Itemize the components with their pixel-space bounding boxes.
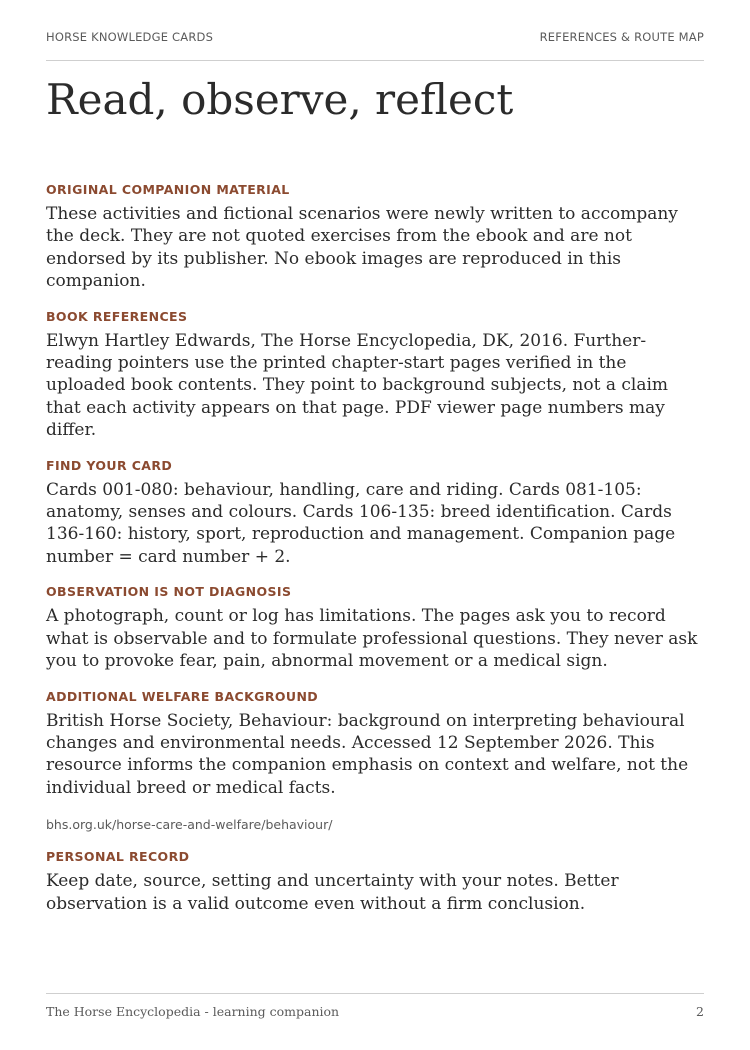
section-text: These activities and fictional scenarios were newly written to accompany the deck. They are not quoted exercises from the ebook and are not endorsed by its publisher. No ebook images are reproduced in this companion. [46, 204, 678, 292]
section-label: ADDITIONAL WELFARE BACKGROUND [46, 688, 319, 704]
header-section-title: REFERENCES & ROUTE MAP [539, 30, 704, 44]
section-find-your-card [46, 458, 704, 569]
document-page [46, 0, 704, 1050]
section-label: FIND YOUR CARD [46, 457, 173, 473]
header-divider [46, 60, 704, 61]
section-text: Elwyn Hartley Edwards, The Horse Encyclopedia, DK, 2016. Further-reading pointers use the printed chapter-start pages verified in the uploaded book contents. They point to background subjects, not a claim that each activity appears on that page. PDF viewer page numbers may differ. [46, 330, 669, 441]
page-title: Read, observe, reflect [46, 75, 514, 124]
section-text: Keep date, source, setting and uncertainty with your notes. Better observation is a valid outcome even without a firm conclusion. [46, 871, 619, 914]
section-welfare-background [46, 689, 704, 800]
section-personal-record [46, 849, 704, 915]
running-header [46, 30, 704, 44]
page-content [46, 182, 704, 931]
section-label: BOOK REFERENCES [46, 308, 188, 324]
section-observation-not-diagnosis [46, 584, 704, 672]
section-text: British Horse Society, Behaviour: background on interpreting behavioural changes and environmental needs. Accessed 12 September 2026. This resource informs the companion emphasis on context and welfare, not the individual breed or medical facts. [46, 710, 689, 798]
section-label: ORIGINAL COMPANION MATERIAL [46, 182, 290, 197]
section-original-material [46, 182, 704, 293]
footer-book-title: The Horse Encyclopedia - learning companion [46, 1004, 340, 1019]
section-label: OBSERVATION IS NOT DIAGNOSIS [46, 584, 292, 600]
section-book-references [46, 309, 704, 442]
page-footer [46, 1004, 704, 1019]
section-text: Cards 001-080: behaviour, handling, care and riding. Cards 081-105: anatomy, senses and colours. Cards 106-135: breed identification. Cards 136-160: history, sport, reproduction and management. Companion page number = card number + 2. [46, 479, 676, 567]
reference-url: bhs.org.uk/horse-care-and-welfare/behaviour/ [46, 817, 333, 833]
section-text: A photograph, count or log has limitations. The pages ask you to record what is observable and to formulate professional questions. They never ask you to provoke fear, pain, abnormal movement or a medical sign. [46, 606, 698, 672]
footer-divider [46, 993, 704, 994]
header-series-title: HORSE KNOWLEDGE CARDS [46, 30, 214, 44]
page-number: 2 [696, 1004, 704, 1019]
section-label: PERSONAL RECORD [46, 849, 190, 865]
